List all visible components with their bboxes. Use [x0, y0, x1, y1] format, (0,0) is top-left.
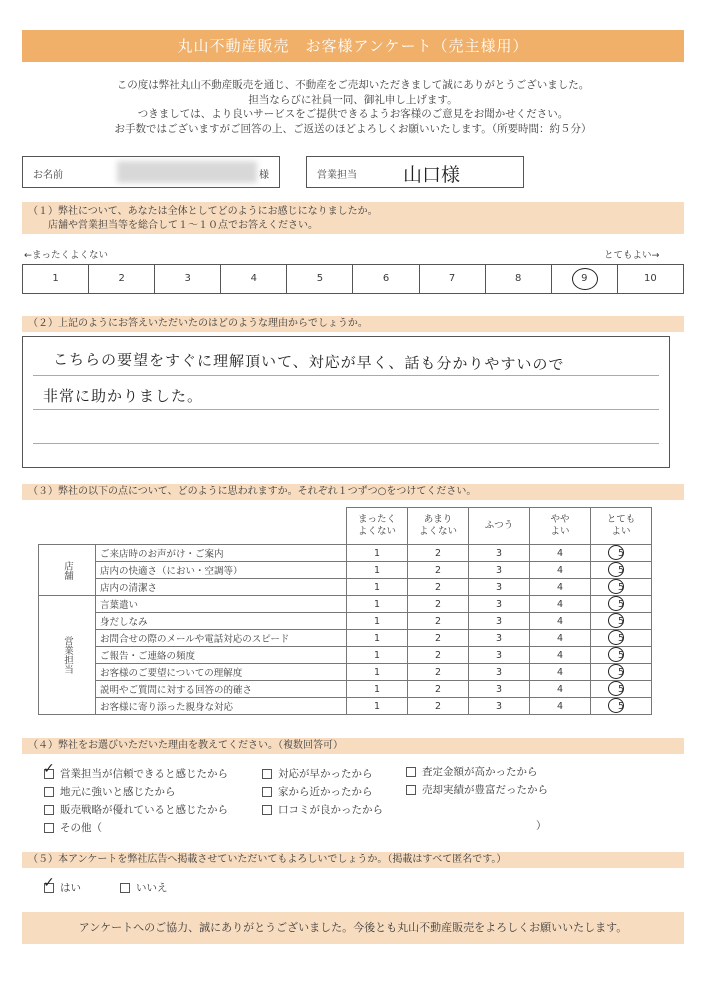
item-label: ご来店時のお声がけ・ご案内 — [96, 545, 347, 562]
name-field[interactable] — [22, 156, 280, 188]
rating-value: 5 — [617, 632, 625, 644]
checkbox[interactable] — [44, 787, 54, 797]
rating-value: 3 — [495, 615, 503, 627]
rating-value: 4 — [556, 666, 564, 678]
rating-option[interactable] — [408, 579, 469, 596]
rating-value: 4 — [556, 581, 564, 593]
rating-value: 4 — [556, 547, 564, 559]
rating-value: 1 — [373, 683, 381, 695]
survey-title: 丸山不動産販売 お客様アンケート（売主様用） — [22, 30, 684, 62]
rating-value: 2 — [434, 666, 442, 678]
rating-option[interactable] — [408, 545, 469, 562]
rating-option[interactable] — [469, 562, 530, 579]
rating-option[interactable] — [408, 613, 469, 630]
rating-option[interactable] — [591, 664, 652, 681]
staff-label: 営業担当 — [317, 170, 357, 181]
table-row — [39, 681, 652, 698]
rating-option[interactable] — [591, 630, 652, 647]
name-label: お名前 — [33, 170, 63, 181]
ruled-line — [33, 375, 659, 376]
rating-value: 3 — [495, 564, 503, 576]
q4-option[interactable]: ✓ 営業担当が信頼できると感じたから — [43, 761, 228, 780]
checkmark-icon: ✓ — [43, 875, 55, 891]
table-row — [39, 664, 652, 681]
rating-value: 4 — [556, 564, 564, 576]
q5-option-no[interactable]: いいえ — [120, 880, 168, 895]
q1-option[interactable]: 1 — [23, 265, 89, 293]
intro-line: つきましては、より良いサービスをご提供できるようお客様のご意見をお聞かせください。 — [137, 108, 569, 120]
rating-option[interactable] — [530, 562, 591, 579]
rating-option[interactable] — [469, 681, 530, 698]
name-suffix: 様 — [259, 170, 269, 181]
q1-scale-left: ←まったくよくない — [24, 250, 108, 261]
col-header: まったく よくない — [347, 508, 408, 545]
q5-option-yes[interactable]: ✓ はい — [43, 875, 81, 894]
rating-value: 5 — [617, 649, 625, 661]
q1-question: （１）弊社について、あなたは全体としてどのようにお感じになりましたか。 — [28, 206, 378, 217]
q1-option[interactable]: 5 — [287, 265, 353, 293]
rating-option[interactable] — [469, 647, 530, 664]
item-label: お問合せの際のメールや電話対応のスピード — [96, 630, 347, 647]
rating-value: 3 — [495, 700, 503, 712]
q3-question: （３）弊社の以下の点について、どのように思われますか。それぞれ１つずつ○をつけてください。 — [22, 484, 684, 500]
rating-value: 3 — [495, 581, 503, 593]
q4-other-close: ） — [536, 820, 547, 832]
rating-value: 5 — [617, 615, 625, 627]
rating-value: 3 — [495, 683, 503, 695]
table-row — [39, 647, 652, 664]
item-label: 店内の清潔さ — [96, 579, 347, 596]
rating-option[interactable] — [408, 681, 469, 698]
q1-rating-scale — [22, 264, 684, 294]
rating-value: 1 — [373, 547, 381, 559]
staff-field[interactable] — [306, 156, 524, 188]
rating-option[interactable] — [347, 664, 408, 681]
staff-value: 山口様 — [403, 164, 461, 186]
rating-option[interactable] — [347, 698, 408, 715]
checkbox[interactable] — [44, 805, 54, 815]
selection-circle-icon — [608, 681, 624, 696]
q4-option-other[interactable]: その他（ — [44, 820, 102, 835]
q1-instruction: 店舗や営業担当等を総合して１～１０点でお答えください。 — [48, 220, 318, 231]
q2-answer-line: 非常に助かりました。 — [43, 387, 204, 405]
rating-value: 2 — [434, 581, 442, 593]
rating-option[interactable] — [469, 698, 530, 715]
rating-value: 4 — [556, 700, 564, 712]
q1-option[interactable]: 3 — [155, 265, 221, 293]
rating-value: 2 — [434, 564, 442, 576]
q4-option[interactable]: 口コミが良かったから — [262, 802, 383, 817]
rating-value: 1 — [373, 581, 381, 593]
item-label: 説明やご質問に対する回答の的確さ — [96, 681, 347, 698]
rating-option[interactable] — [469, 630, 530, 647]
rating-option[interactable] — [530, 545, 591, 562]
intro-text — [22, 78, 684, 136]
rating-value: 1 — [373, 649, 381, 661]
rating-option[interactable] — [469, 664, 530, 681]
table-row — [39, 630, 652, 647]
rating-value: 5 — [617, 581, 625, 593]
item-label: ご報告・ご連絡の頻度 — [96, 647, 347, 664]
rating-value: 2 — [434, 547, 442, 559]
selection-circle-icon — [572, 268, 598, 290]
rating-value: 2 — [434, 615, 442, 627]
rating-option[interactable] — [408, 562, 469, 579]
rating-value: 4 — [556, 632, 564, 644]
table-row — [39, 579, 652, 596]
rating-option[interactable] — [469, 613, 530, 630]
q2-answer-box[interactable] — [22, 336, 670, 468]
rating-option[interactable] — [530, 630, 591, 647]
item-label: 身だしなみ — [96, 613, 347, 630]
rating-value: 5 — [617, 564, 625, 576]
selection-circle-icon — [608, 562, 624, 577]
rating-value: 5 — [617, 700, 625, 712]
rating-value: 4 — [556, 649, 564, 661]
rating-option[interactable] — [347, 630, 408, 647]
q4-option[interactable]: 家から近かったから — [262, 784, 373, 799]
rating-option[interactable] — [408, 647, 469, 664]
category-label: 店舗 — [39, 545, 96, 596]
rating-value: 3 — [495, 547, 503, 559]
q4-question: （４）弊社をお選びいただいた理由を教えてください。（複数回答可） — [22, 738, 684, 754]
rating-option[interactable] — [530, 664, 591, 681]
checkbox[interactable] — [406, 785, 416, 795]
checkbox[interactable] — [120, 883, 130, 893]
table-row — [39, 545, 652, 562]
rating-option[interactable] — [591, 613, 652, 630]
q2-answer-line: こちらの要望をすぐに理解頂いて、対応が早く、話も分かりやすいので — [52, 350, 565, 374]
rating-value: 4 — [556, 598, 564, 610]
rating-value: 2 — [434, 649, 442, 661]
table-header-row — [39, 508, 652, 545]
category-label: 営業担当 — [39, 596, 96, 715]
q1-option[interactable]: 8 — [486, 265, 552, 293]
ruled-line — [33, 409, 659, 410]
rating-option[interactable] — [591, 698, 652, 715]
checkbox[interactable] — [43, 761, 55, 779]
item-label: 言葉遣い — [96, 596, 347, 613]
rating-value: 3 — [495, 632, 503, 644]
table-row — [39, 562, 652, 579]
q2-question: （２）上記のようにお答えいただいたのはどのような理由からでしょうか。 — [22, 316, 684, 332]
rating-value: 3 — [495, 666, 503, 678]
q4-option[interactable]: 地元に強いと感じたから — [44, 784, 176, 799]
q1-option[interactable]: 7 — [420, 265, 486, 293]
rating-option[interactable] — [408, 698, 469, 715]
rating-value: 1 — [373, 598, 381, 610]
checkbox[interactable] — [262, 805, 272, 815]
col-header: とても よい — [591, 508, 652, 545]
rating-value: 2 — [434, 632, 442, 644]
rating-value: 2 — [434, 683, 442, 695]
q1-scale-right: とてもよい→ — [604, 250, 660, 261]
rating-option[interactable] — [530, 698, 591, 715]
rating-option[interactable] — [408, 596, 469, 613]
rating-option[interactable] — [469, 545, 530, 562]
table-row — [39, 596, 652, 613]
rating-option[interactable] — [347, 545, 408, 562]
q1-option[interactable]: 4 — [221, 265, 287, 293]
selection-circle-icon — [608, 664, 624, 679]
q1-option[interactable]: 2 — [89, 265, 155, 293]
selection-circle-icon — [608, 545, 624, 560]
rating-option[interactable] — [347, 562, 408, 579]
table-row — [39, 698, 652, 715]
checkbox[interactable] — [43, 875, 55, 893]
rating-option[interactable] — [530, 579, 591, 596]
selection-circle-icon — [608, 596, 624, 611]
rating-option[interactable] — [347, 596, 408, 613]
rating-option[interactable] — [347, 681, 408, 698]
col-header: やや よい — [530, 508, 591, 545]
rating-value: 1 — [373, 632, 381, 644]
rating-value: 5 — [617, 683, 625, 695]
item-label: お客様に寄り添った親身な対応 — [96, 698, 347, 715]
q4-option[interactable]: 対応が早かったから — [262, 766, 373, 781]
rating-value: 2 — [434, 598, 442, 610]
rating-option[interactable] — [591, 681, 652, 698]
q4-option[interactable]: 査定金額が高かったから — [406, 764, 538, 779]
rating-option[interactable] — [530, 647, 591, 664]
redacted-name — [117, 161, 257, 183]
intro-line: この度は弊社丸山不動産販売を通じ、不動産をご売却いただきまして誠にありがとうございました。 — [116, 79, 590, 91]
item-label: 店内の快適さ（におい・空調等） — [96, 562, 347, 579]
col-header: ふつう — [469, 508, 530, 545]
selection-circle-icon — [608, 698, 624, 713]
rating-option[interactable] — [530, 681, 591, 698]
intro-line: 担当ならびに社員一同、御礼申し上げます。 — [248, 93, 458, 106]
rating-value: 4 — [556, 683, 564, 695]
checkmark-icon: ✓ — [43, 761, 55, 777]
rating-value: 3 — [495, 598, 503, 610]
rating-option[interactable] — [591, 579, 652, 596]
intro-line: お手数ではございますがご回答の上、ご返送のほどよろしくお願いいたします。（所要時間：約５分） — [114, 122, 592, 135]
q1-header — [22, 202, 684, 234]
rating-option[interactable] — [469, 579, 530, 596]
rating-option[interactable] — [530, 596, 591, 613]
rating-option[interactable] — [347, 647, 408, 664]
checkbox[interactable] — [406, 767, 416, 777]
selection-circle-icon — [608, 647, 624, 662]
rating-value: 2 — [434, 700, 442, 712]
checkbox[interactable] — [44, 823, 54, 833]
rating-value: 1 — [373, 615, 381, 627]
rating-value: 5 — [617, 547, 625, 559]
q1-option[interactable]: 10 — [644, 273, 657, 284]
rating-value: 1 — [373, 700, 381, 712]
rating-option[interactable] — [591, 596, 652, 613]
rating-value: 5 — [617, 666, 625, 678]
item-label: お客様のご要望についての理解度 — [96, 664, 347, 681]
q4-option[interactable]: 販売戦略が優れていると感じたから — [44, 802, 228, 817]
table-row — [39, 613, 652, 630]
checkbox[interactable] — [262, 787, 272, 797]
selection-circle-icon — [608, 630, 624, 645]
rating-value: 1 — [373, 666, 381, 678]
q5-question: （５）本アンケートを弊社広告へ掲載させていただいてもよろしいでしょうか。（掲載はすべて匿名です。） — [22, 852, 684, 868]
rating-value: 4 — [556, 615, 564, 627]
rating-option[interactable] — [591, 545, 652, 562]
rating-option[interactable] — [347, 613, 408, 630]
rating-option[interactable] — [591, 562, 652, 579]
rating-option[interactable] — [347, 579, 408, 596]
footer-message: アンケートへのご協力、誠にありがとうございました。今後とも丸山不動産販売をよろしくお願いいたします。 — [22, 912, 684, 944]
col-header: あまり よくない — [408, 508, 469, 545]
rating-option[interactable] — [408, 630, 469, 647]
rating-value: 3 — [495, 649, 503, 661]
selection-circle-icon — [608, 579, 624, 594]
checkbox[interactable] — [262, 769, 272, 779]
rating-value: 1 — [373, 564, 381, 576]
q1-option-selected[interactable]: 9 — [552, 265, 618, 293]
rating-option[interactable] — [530, 613, 591, 630]
rating-option[interactable] — [469, 596, 530, 613]
selection-circle-icon — [608, 613, 624, 628]
q4-option[interactable]: 売却実績が豊富だったから — [406, 782, 548, 797]
rating-value: 5 — [617, 598, 625, 610]
q3-evaluation-table — [38, 507, 652, 715]
rating-option[interactable] — [408, 664, 469, 681]
q1-option[interactable]: 6 — [353, 265, 419, 293]
ruled-line — [33, 443, 659, 444]
rating-option[interactable] — [591, 647, 652, 664]
